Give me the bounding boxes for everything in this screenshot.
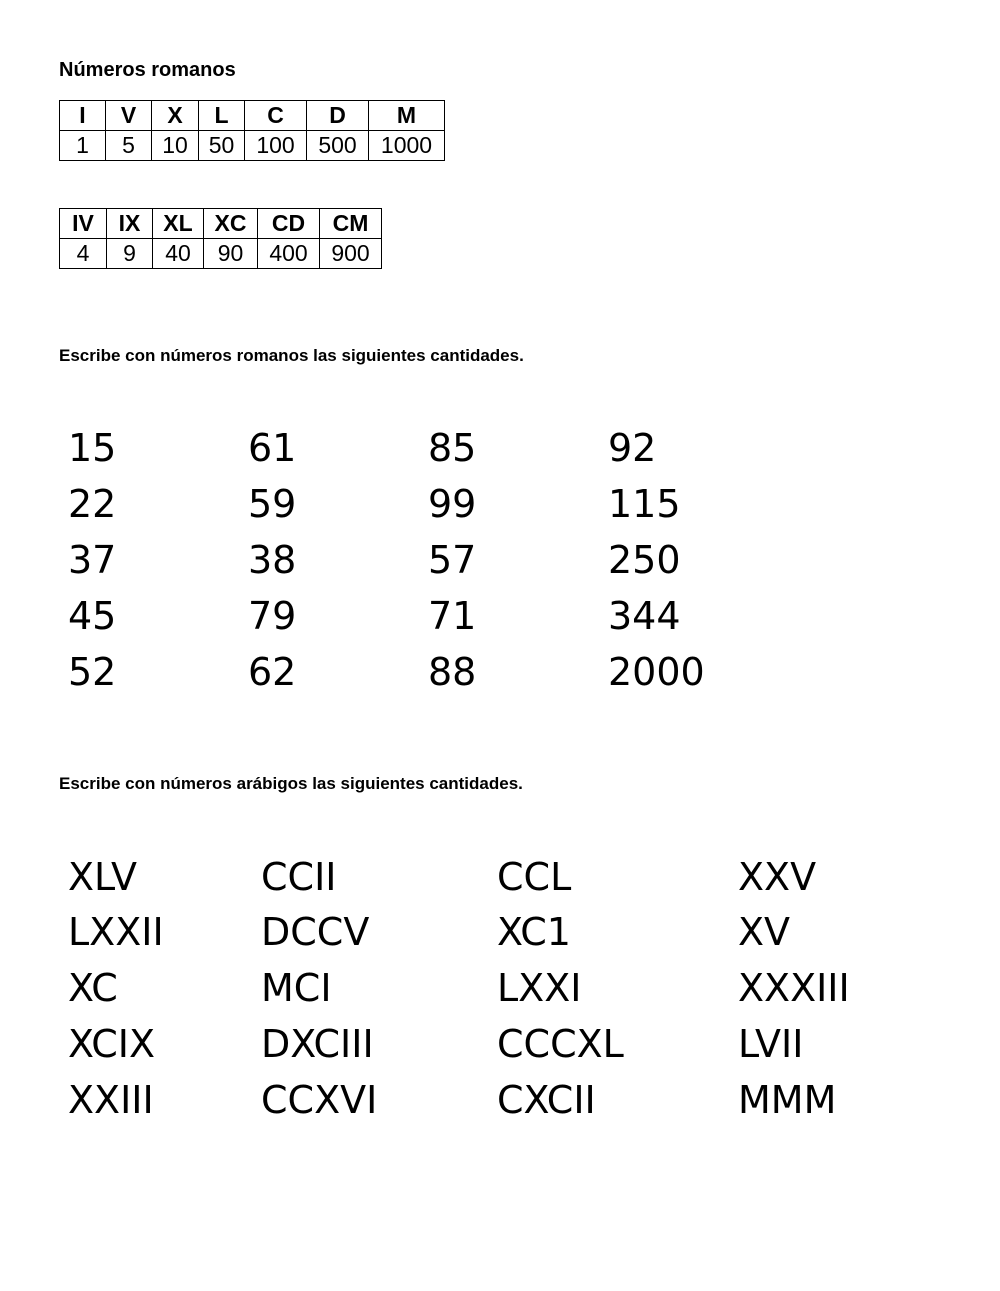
- exercise-numeral: XXIII: [68, 1078, 154, 1122]
- arabic-value-cell: 10: [152, 131, 199, 161]
- exercise-numeral: LXXI: [497, 966, 582, 1010]
- arabic-value-cell: 900: [320, 239, 382, 269]
- exercise-number: 15: [68, 426, 117, 470]
- exercise-numeral: CXCII: [497, 1078, 596, 1122]
- roman-symbol-cell: IX: [107, 209, 153, 239]
- exercise-numeral: DXCIII: [261, 1022, 374, 1066]
- exercise-number: 61: [248, 426, 297, 470]
- arabic-values-row: [60, 239, 382, 269]
- exercise-number: 250: [608, 538, 681, 582]
- exercise-numeral: XXXIII: [738, 966, 850, 1010]
- arabic-value-cell: 40: [153, 239, 204, 269]
- arabic-value-cell: 5: [106, 131, 152, 161]
- exercise-numeral: XC1: [497, 910, 571, 954]
- exercise-numeral: CCCXL: [497, 1022, 624, 1066]
- exercise-numeral: MCI: [261, 966, 332, 1010]
- roman-symbol-cell: CD: [258, 209, 320, 239]
- exercise-number: 38: [248, 538, 297, 582]
- exercise-numeral: LVII: [738, 1022, 804, 1066]
- roman-symbol-cell: C: [245, 101, 307, 131]
- exercise-number: 99: [428, 482, 477, 526]
- arabic-value-cell: 1000: [369, 131, 445, 161]
- roman-symbols-row: [60, 209, 382, 239]
- roman-symbol-cell: D: [307, 101, 369, 131]
- subtractive-values-table: [59, 208, 382, 269]
- roman-symbol-cell: M: [369, 101, 445, 131]
- page-title: Números romanos: [59, 59, 236, 81]
- exercise-number: 92: [608, 426, 657, 470]
- roman-symbol-cell: XL: [153, 209, 204, 239]
- exercise-numeral: XV: [738, 910, 791, 954]
- roman-symbols-row: [60, 101, 445, 131]
- exercise-number: 2000: [608, 650, 705, 694]
- exercise-number: 71: [428, 594, 477, 638]
- roman-symbol-cell: V: [106, 101, 152, 131]
- roman-symbol-cell: IV: [60, 209, 107, 239]
- exercise-numeral: LXXII: [68, 910, 164, 954]
- exercise-number: 59: [248, 482, 297, 526]
- exercise-number: 45: [68, 594, 117, 638]
- exercise-numeral: XC: [68, 966, 118, 1010]
- roman-symbol-cell: XC: [204, 209, 258, 239]
- exercise-number: 52: [68, 650, 117, 694]
- exercise-numeral: CCL: [497, 855, 572, 899]
- exercise-number: 115: [608, 482, 681, 526]
- instruction-roman: Escribe con números romanos las siguientes cantidades.: [59, 346, 524, 365]
- exercise-number: 85: [428, 426, 477, 470]
- exercise-number: 88: [428, 650, 477, 694]
- roman-symbol-cell: L: [199, 101, 245, 131]
- roman-values-table: [59, 100, 445, 161]
- exercise-numeral: CCII: [261, 855, 337, 899]
- arabic-value-cell: 100: [245, 131, 307, 161]
- exercise-numeral: DCCV: [261, 910, 370, 954]
- exercise-numeral: XLV: [68, 855, 138, 899]
- exercise-numeral: MMM: [738, 1078, 837, 1122]
- arabic-values-row: [60, 131, 445, 161]
- arabic-value-cell: 1: [60, 131, 106, 161]
- exercise-number: 79: [248, 594, 297, 638]
- arabic-value-cell: 400: [258, 239, 320, 269]
- roman-symbol-cell: I: [60, 101, 106, 131]
- arabic-value-cell: 50: [199, 131, 245, 161]
- exercise-number: 37: [68, 538, 117, 582]
- exercise-number: 22: [68, 482, 117, 526]
- exercise-numeral: XXV: [738, 855, 817, 899]
- instruction-arabic: Escribe con números arábigos las siguientes cantidades.: [59, 774, 523, 793]
- roman-symbol-cell: X: [152, 101, 199, 131]
- arabic-value-cell: 500: [307, 131, 369, 161]
- exercise-numeral: XCIX: [68, 1022, 156, 1066]
- exercise-number: 344: [608, 594, 681, 638]
- arabic-value-cell: 9: [107, 239, 153, 269]
- exercise-number: 57: [428, 538, 477, 582]
- exercise-number: 62: [248, 650, 297, 694]
- roman-symbol-cell: CM: [320, 209, 382, 239]
- exercise-numeral: CCXVI: [261, 1078, 378, 1122]
- arabic-value-cell: 90: [204, 239, 258, 269]
- arabic-value-cell: 4: [60, 239, 107, 269]
